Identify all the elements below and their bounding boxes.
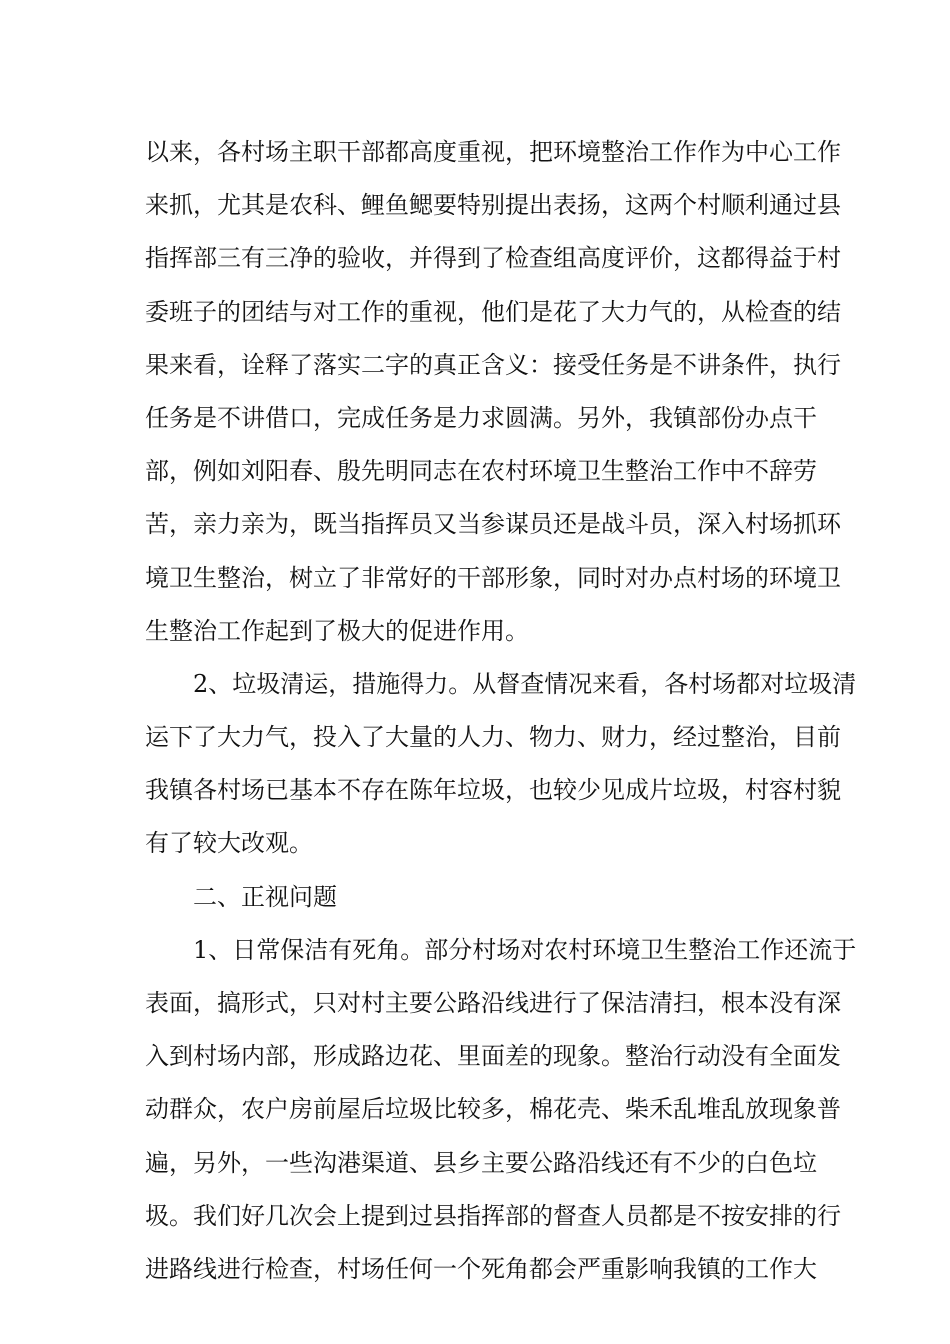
- text-line: 来抓，尤其是农科、鲤鱼鳃要特别提出表扬，这两个村顺利通过县: [145, 191, 841, 220]
- text-line: 以来，各村场主职干部都高度重视，把环境整治工作作为中心工作: [145, 138, 841, 166]
- text-line: 苦，亲力亲为，既当指挥员又当参谋员还是战斗员，深入村场抓环: [145, 510, 841, 539]
- text-line: 委班子的团结与对工作的重视，他们是花了大力气的，从检查的结: [145, 297, 841, 326]
- text-line: 指挥部三有三净的验收，并得到了检查组高度评价，这都得益于村: [145, 244, 841, 273]
- text-line: 我镇各村场已基本不存在陈年垃圾，也较少见成片垃圾，村容村貌: [145, 776, 841, 805]
- body-text: [145, 126, 857, 1296]
- text-line: 有了较大改观。: [145, 829, 313, 858]
- text-line: 2、垃圾清运，措施得力。从督查情况来看，各村场都对垃圾清: [193, 669, 857, 698]
- text-line: 生整治工作起到了极大的促进作用。: [145, 616, 529, 645]
- text-line: 遍，另外，一些沟港渠道、县乡主要公路沿线还有不少的白色垃: [145, 1148, 817, 1177]
- text-line: 1、日常保洁有死角。部分村场对农村环境卫生整治工作还流于: [193, 935, 857, 964]
- text-line: 果来看，诠释了落实二字的真正含义：接受任务是不讲条件，执行: [145, 350, 841, 379]
- text-line: 部，例如刘阳春、殷先明同志在农村环境卫生整治工作中不辞劳: [145, 457, 817, 486]
- text-line: 表面，搞形式，只对村主要公路沿线进行了保洁清扫，根本没有深: [145, 989, 841, 1017]
- text-line: 运下了大力气，投入了大量的人力、物力、财力，经过整治，目前: [145, 723, 841, 752]
- text-line: 境卫生整治，树立了非常好的干部形象，同时对办点村场的环境卫: [145, 563, 841, 592]
- text-line: 任务是不讲借口，完成任务是力求圆满。另外，我镇部份办点干: [145, 403, 817, 432]
- section-heading: 二、正视问题: [193, 882, 337, 911]
- text-line: 动群众，农户房前屋后垃圾比较多，棉花壳、柴禾乱堆乱放现象普: [145, 1095, 841, 1124]
- text-line: 圾。我们好几次会上提到过县指挥部的督查人员都是不按安排的行: [145, 1201, 841, 1230]
- text-line: 入到村场内部，形成路边花、里面差的现象。整治行动没有全面发: [145, 1042, 841, 1071]
- text-line: 进路线进行检查，村场任何一个死角都会严重影响我镇的工作大: [145, 1254, 817, 1283]
